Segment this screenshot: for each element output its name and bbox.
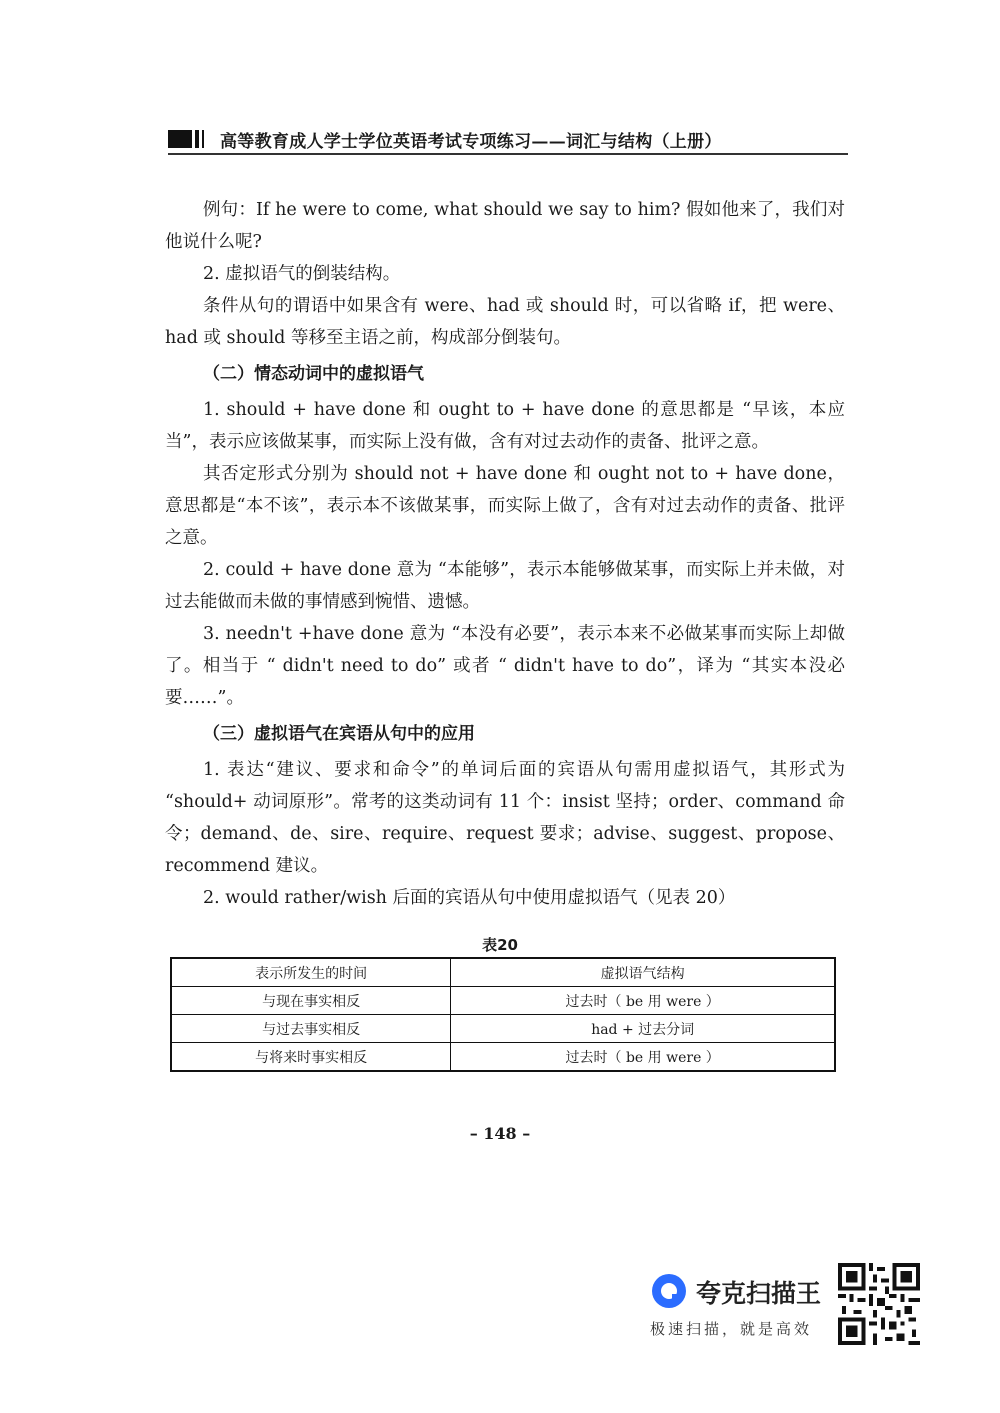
paragraph: 例句：If he were to come, what should we say to him? 假如他来了，我们对他说什么呢? [165,200,845,252]
quark-logo-icon [650,1272,688,1310]
table-cell: 过去时（ be 用 were ） [451,1043,835,1072]
section-heading: （三）虚拟语气在宾语从句中的应用 [203,724,475,744]
header-title: 高等教育成人学士学位英语考试专项练习——词汇与结构（上册） [220,132,722,152]
header-bar-mark [202,130,204,148]
table-caption: 表20 [482,936,518,954]
paragraph: 条件从句的谓语中如果含有 were、had 或 should 时，可以省略 if，把 were、had 或 should 等移至主语之前，构成部分倒装句。 [165,296,845,348]
page-header [168,126,848,160]
table-cell: 与过去事实相反 [171,1015,451,1043]
table-cell: 过去时（ be 用 were ） [451,987,835,1015]
watermark-title: 夸克扫描王 [696,1279,822,1308]
table-cell: 与将来时事实相反 [171,1043,451,1072]
watermark-subtitle: 极速扫描，就是高效 [650,1320,813,1338]
header-block-mark [168,130,192,148]
header-rule [168,153,848,155]
page-number: – 148 – [469,1124,531,1143]
table-row [171,958,835,987]
table-cell: had + 过去分词 [451,1015,835,1043]
table-cell: 虚拟语气结构 [451,958,835,987]
qr-code-icon [838,1263,920,1345]
paragraph: 2. would rather/wish 后面的宾语从句中使用虚拟语气（见表 20） [203,888,736,908]
table-cell: 与现在事实相反 [171,987,451,1015]
subjunctive-table [170,957,836,1072]
paragraph: 1. 表达“建议、要求和命令”的单词后面的宾语从句需用虚拟语气，其形式为 “should+ 动词原形”。常考的这类动词有 11 个：insist 坚持；order、command 命令；demand、de、sire、require、request 要求；advise、suggest、propose、recommend 建议。 [165,760,845,876]
section-heading: （二）情态动词中的虚拟语气 [203,364,424,384]
header-bar-mark [195,130,199,148]
table-row [171,987,835,1015]
table-cell: 表示所发生的时间 [171,958,451,987]
paragraph: 2. 虚拟语气的倒装结构。 [203,264,401,284]
table-row [171,1043,835,1072]
table-row [171,1015,835,1043]
paragraph: 3. needn't +have done 意为 “本没有必要”，表示本来不必做某事而实际上却做了。相当于 “ didn't need to do” 或者 “ didn't have to do”，译为 “其实本没必要……”。 [165,624,845,708]
page-body [165,194,845,914]
paragraph: 2. could + have done 意为 “本能够”，表示本能够做某事，而实际上并未做，对过去能做而未做的事情感到惋惜、遗憾。 [165,560,845,612]
paragraph: 1. should + have done 和 ought to + have done 的意思都是 “早该，本应当”，表示应该做某事，而实际上没有做，含有对过去动作的责备、批评之意。 [165,400,845,452]
paragraph: 其否定形式分别为 should not + have done 和 ought not to + have done，意思都是“本不该”，表示本不该做某事，而实际上做了，含有对过去动作的责备、批评之意。 [165,464,845,548]
